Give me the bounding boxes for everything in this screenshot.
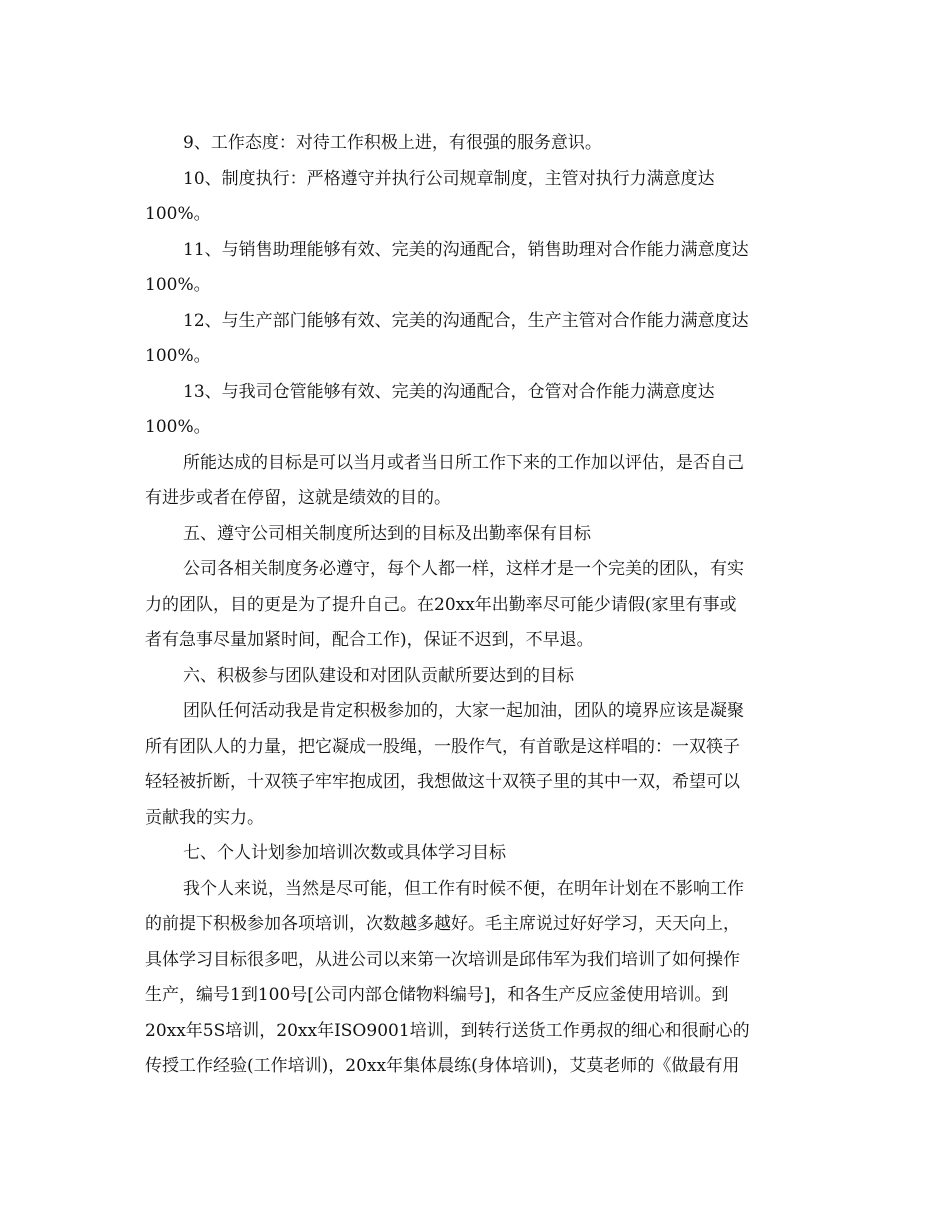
text-line: 所能达成的目标是可以当月或者当日所工作下来的工作加以评估，是否自己 [183,452,744,473]
text-line: 者有急事尽量加紧时间，配合工作)，保证不迟到，不早退。 [145,630,594,650]
text-line: 团队任何活动我是肯定积极参加的，大家一起加油，团队的境界应该是凝聚 [183,701,744,721]
text-line: 20xx年5S培训，20xx年ISO9001培训，到转行送货工作勇叔的细心和很耐心的 [145,1020,750,1041]
text-line: 12、与生产部门能够有效、完美的沟通配合，生产主管对合作能力满意度达 [183,310,749,331]
text-line: 100%。 [145,346,211,366]
text-line: 七、个人计划参加培训次数或具体学习目标 [183,843,506,863]
document-page [145,126,805,1085]
text-line: 9、工作态度：对待工作积极上进，有很强的服务意识。 [183,133,602,153]
text-line: 力的团队，目的更是为了提升自己。在20xx年出勤率尽可能少请假(家里有事或 [145,594,737,615]
text-line: 所有团队人的力量，把它凝成一股绳，一股作气，有首歌是这样唱的：一双筷子 [145,736,740,757]
text-line: 11、与销售助理能够有效、完美的沟通配合，销售助理对合作能力满意度达 [183,239,749,260]
text-line: 五、遵守公司相关制度所达到的目标及出勤率保有目标 [183,523,591,544]
text-line: 13、与我司仓管能够有效、完美的沟通配合，仓管对合作能力满意度达 [183,381,715,402]
text-line: 轻轻被折断，十双筷子牢牢抱成团，我想做这十双筷子里的其中一双，希望可以 [145,772,740,792]
text-line: 的前提下积极参加各项培训，次数越多越好。毛主席说过好好学习，天天向上， [145,914,740,934]
text-line: 10、制度执行：严格遵守并执行公司规章制度，主管对执行力满意度达 [183,168,715,189]
text-line: 生产，编号1到100号[公司内部仓储物料编号]，和各生产反应釜使用培训。到 [145,985,729,1005]
text-line: 100%。 [145,204,211,224]
text-line: 100%。 [145,275,211,295]
text-line: 公司各相关制度务必遵守，每个人都一样，这样才是一个完美的团队，有实 [183,559,744,579]
text-line: 有进步或者在停留，这就是绩效的目的。 [145,488,451,508]
text-line: 六、积极参与团队建设和对团队贡献所要达到的目标 [183,665,574,686]
text-line: 具体学习目标很多吧，从进公司以来第一次培训是邱伟军为我们培训了如何操作 [145,949,740,970]
text-line: 我个人来说，当然是尽可能，但工作有时候不便，在明年计划在不影响工作 [183,878,744,899]
text-line: 传授工作经验(工作培训)，20xx年集体晨练(身体培训)，艾莫老师的《做最有用 [145,1056,740,1076]
text-line: 贡献我的实力。 [145,807,264,828]
text-line: 100%。 [145,417,211,437]
